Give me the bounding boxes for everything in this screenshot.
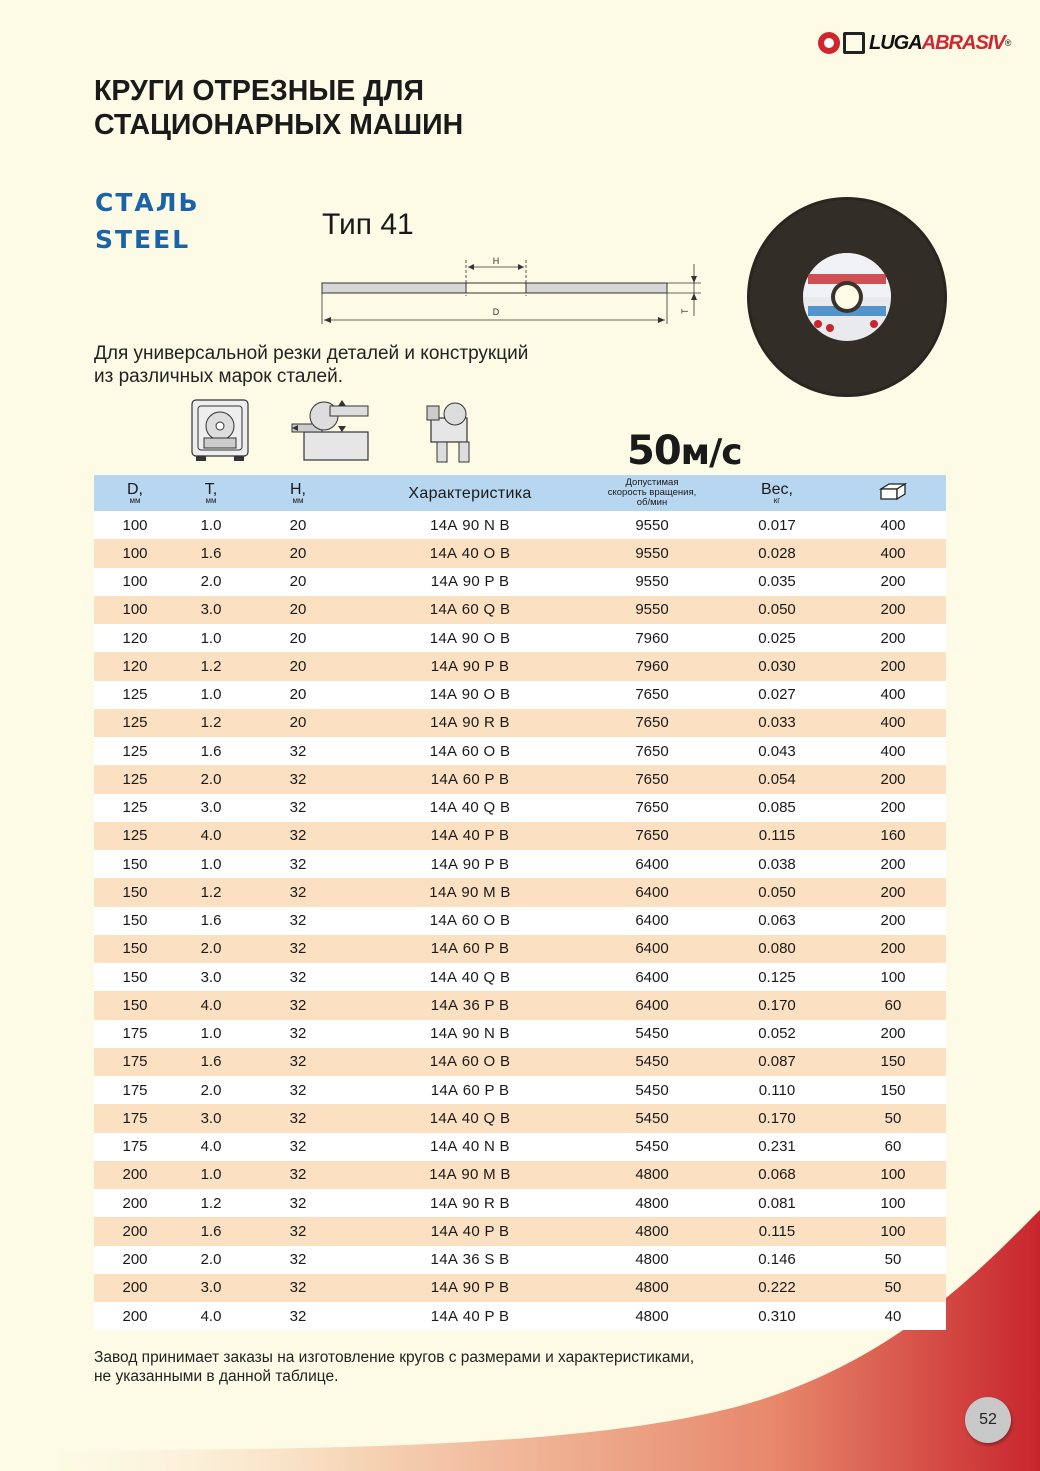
cell-weight: 0.231	[714, 1133, 840, 1161]
table-row	[94, 1161, 946, 1189]
cell-characteristic: 14А 90 R B	[350, 709, 590, 737]
cell-weight: 0.017	[714, 511, 840, 539]
cell-d: 120	[94, 652, 176, 680]
cell-speed: 7650	[590, 822, 714, 850]
cell-t: 4.0	[176, 991, 246, 1019]
cell-d: 200	[94, 1246, 176, 1274]
cell-weight: 0.050	[714, 878, 840, 906]
cell-quantity: 50	[840, 1104, 946, 1132]
table-row	[94, 568, 946, 596]
cell-speed: 7650	[590, 681, 714, 709]
cell-t: 1.6	[176, 1048, 246, 1076]
product-table	[94, 475, 946, 1330]
category-en: STEEL	[95, 225, 191, 254]
note-line-1: Завод принимает заказы на изготовление кругов с размерами и характеристиками,	[94, 1349, 695, 1366]
cell-h: 32	[246, 1048, 350, 1076]
table-row	[94, 963, 946, 991]
cell-weight: 0.170	[714, 1104, 840, 1132]
table-row	[94, 737, 946, 765]
cell-speed: 7960	[590, 624, 714, 652]
table-row	[94, 652, 946, 680]
cell-speed: 6400	[590, 935, 714, 963]
table-row	[94, 681, 946, 709]
cell-speed: 6400	[590, 963, 714, 991]
footnote	[94, 1348, 814, 1386]
header-h: H, мм	[246, 475, 350, 511]
cell-d: 125	[94, 822, 176, 850]
cell-d: 125	[94, 737, 176, 765]
cell-d: 200	[94, 1302, 176, 1330]
page-title	[94, 74, 694, 142]
cell-d: 200	[94, 1217, 176, 1245]
cell-t: 1.6	[176, 539, 246, 567]
cell-t: 2.0	[176, 1246, 246, 1274]
cell-speed: 5450	[590, 1048, 714, 1076]
cell-speed: 9550	[590, 511, 714, 539]
cell-weight: 0.068	[714, 1161, 840, 1189]
product-description	[94, 342, 654, 388]
cell-weight: 0.025	[714, 624, 840, 652]
cell-speed: 5450	[590, 1076, 714, 1104]
diagram-t-label: T	[680, 308, 690, 314]
cell-weight: 0.170	[714, 991, 840, 1019]
cell-d: 150	[94, 907, 176, 935]
cell-h: 20	[246, 511, 350, 539]
max-speed-label	[627, 428, 742, 474]
cell-h: 32	[246, 1246, 350, 1274]
speed-value: 50	[627, 428, 681, 474]
cell-speed: 5450	[590, 1020, 714, 1048]
cell-weight: 0.110	[714, 1076, 840, 1104]
cell-quantity: 200	[840, 596, 946, 624]
cell-weight: 0.043	[714, 737, 840, 765]
cell-h: 32	[246, 991, 350, 1019]
cell-quantity: 100	[840, 1161, 946, 1189]
cell-weight: 0.054	[714, 765, 840, 793]
cell-weight: 0.125	[714, 963, 840, 991]
cell-weight: 0.146	[714, 1246, 840, 1274]
note-line-2: не указанными в данной таблице.	[94, 1368, 339, 1385]
table-row	[94, 1274, 946, 1302]
cell-h: 32	[246, 963, 350, 991]
cell-t: 1.0	[176, 850, 246, 878]
table-row	[94, 1020, 946, 1048]
cell-speed: 5450	[590, 1104, 714, 1132]
table-row	[94, 1302, 946, 1330]
brand-logo	[818, 28, 1023, 58]
table-row	[94, 1048, 946, 1076]
cell-quantity: 200	[840, 878, 946, 906]
cell-h: 32	[246, 1020, 350, 1048]
page-number: 52	[965, 1397, 1011, 1443]
cell-h: 32	[246, 878, 350, 906]
cell-characteristic: 14А 60 P B	[350, 1076, 590, 1104]
cell-d: 150	[94, 878, 176, 906]
title-line-1: КРУГИ ОТРЕЗНЫЕ ДЛЯ	[94, 75, 424, 107]
cell-h: 32	[246, 1133, 350, 1161]
cell-h: 32	[246, 1302, 350, 1330]
cell-speed: 4800	[590, 1161, 714, 1189]
cell-weight: 0.115	[714, 822, 840, 850]
cell-t: 4.0	[176, 822, 246, 850]
cell-t: 1.0	[176, 1161, 246, 1189]
cell-t: 2.0	[176, 935, 246, 963]
cell-d: 125	[94, 681, 176, 709]
cell-quantity: 50	[840, 1274, 946, 1302]
header-characteristic: Характеристика	[350, 475, 590, 511]
logo-mark-icon	[818, 32, 840, 54]
cell-d: 200	[94, 1274, 176, 1302]
cell-t: 2.0	[176, 1076, 246, 1104]
cell-d: 175	[94, 1133, 176, 1161]
cell-h: 20	[246, 709, 350, 737]
cell-quantity: 200	[840, 935, 946, 963]
cell-quantity: 50	[840, 1246, 946, 1274]
header-package	[840, 475, 946, 511]
cell-characteristic: 14А 36 P B	[350, 991, 590, 1019]
cell-quantity: 200	[840, 1020, 946, 1048]
table-row	[94, 907, 946, 935]
table-row	[94, 709, 946, 737]
title-line-2: СТАЦИОНАРНЫХ МАШИН	[94, 109, 464, 141]
cell-speed: 6400	[590, 878, 714, 906]
cell-weight: 0.028	[714, 539, 840, 567]
cell-weight: 0.222	[714, 1274, 840, 1302]
cell-d: 150	[94, 991, 176, 1019]
cell-characteristic: 14А 90 N B	[350, 511, 590, 539]
cell-t: 4.0	[176, 1133, 246, 1161]
cell-t: 1.6	[176, 1217, 246, 1245]
cell-speed: 6400	[590, 850, 714, 878]
table-row	[94, 1076, 946, 1104]
cell-characteristic: 14А 60 O B	[350, 737, 590, 765]
cell-t: 1.2	[176, 652, 246, 680]
table-row	[94, 850, 946, 878]
cell-speed: 4800	[590, 1189, 714, 1217]
cell-speed: 4800	[590, 1246, 714, 1274]
cell-speed: 7650	[590, 709, 714, 737]
cell-h: 32	[246, 1161, 350, 1189]
cell-h: 32	[246, 794, 350, 822]
cell-t: 1.0	[176, 681, 246, 709]
cell-h: 32	[246, 1274, 350, 1302]
wheel-dimension-diagram	[316, 256, 716, 336]
header-weight: Вес, кг	[714, 475, 840, 511]
cell-d: 125	[94, 709, 176, 737]
cell-quantity: 200	[840, 907, 946, 935]
cell-characteristic: 14А 90 O B	[350, 681, 590, 709]
cell-h: 32	[246, 765, 350, 793]
cell-speed: 7960	[590, 652, 714, 680]
table-row	[94, 794, 946, 822]
cell-weight: 0.033	[714, 709, 840, 737]
table-row	[94, 1104, 946, 1132]
cell-characteristic: 14А 40 O B	[350, 539, 590, 567]
cell-d: 125	[94, 765, 176, 793]
cell-speed: 6400	[590, 991, 714, 1019]
cell-characteristic: 14А 90 O B	[350, 624, 590, 652]
cell-speed: 4800	[590, 1217, 714, 1245]
cell-weight: 0.063	[714, 907, 840, 935]
cell-h: 32	[246, 935, 350, 963]
cell-speed: 6400	[590, 907, 714, 935]
type-label: Тип 41	[322, 208, 414, 241]
cell-characteristic: 14А 40 P B	[350, 1217, 590, 1245]
cell-d: 175	[94, 1104, 176, 1132]
cell-weight: 0.080	[714, 935, 840, 963]
cell-t: 1.6	[176, 737, 246, 765]
cell-weight: 0.115	[714, 1217, 840, 1245]
table-row	[94, 765, 946, 793]
cell-t: 1.2	[176, 709, 246, 737]
cell-d: 125	[94, 794, 176, 822]
table-row	[94, 511, 946, 539]
table-row	[94, 539, 946, 567]
cell-h: 32	[246, 822, 350, 850]
cell-quantity: 200	[840, 568, 946, 596]
cell-characteristic: 14А 40 N B	[350, 1133, 590, 1161]
cell-weight: 0.038	[714, 850, 840, 878]
cell-d: 200	[94, 1189, 176, 1217]
cell-d: 200	[94, 1161, 176, 1189]
cell-characteristic: 14А 40 P B	[350, 822, 590, 850]
cell-characteristic: 14А 36 S B	[350, 1246, 590, 1274]
cell-t: 1.2	[176, 1189, 246, 1217]
cell-quantity: 60	[840, 991, 946, 1019]
header-speed: Допустимая скорость вращения, об/мин	[590, 475, 714, 511]
diagram-d-label: D	[492, 307, 500, 317]
cell-h: 32	[246, 1076, 350, 1104]
cell-quantity: 150	[840, 1076, 946, 1104]
cell-quantity: 100	[840, 963, 946, 991]
category-ru: СТАЛЬ	[95, 188, 200, 217]
cell-speed: 9550	[590, 539, 714, 567]
description-line-1: Для универсальной резки деталей и конструкций	[94, 343, 529, 364]
header-t: T, мм	[176, 475, 246, 511]
cell-weight: 0.050	[714, 596, 840, 624]
logo-frame-icon	[843, 32, 865, 54]
cell-quantity: 400	[840, 709, 946, 737]
cell-quantity: 200	[840, 652, 946, 680]
cell-characteristic: 14А 90 P B	[350, 652, 590, 680]
cell-characteristic: 14А 60 O B	[350, 1048, 590, 1076]
cell-quantity: 400	[840, 511, 946, 539]
cell-t: 3.0	[176, 1104, 246, 1132]
cell-t: 2.0	[176, 568, 246, 596]
table-row	[94, 1217, 946, 1245]
cell-weight: 0.052	[714, 1020, 840, 1048]
cell-d: 175	[94, 1048, 176, 1076]
logo-text-right: ABRASIV	[921, 31, 1005, 54]
logo-text-left: LUGA	[869, 31, 922, 54]
cell-t: 1.6	[176, 907, 246, 935]
cell-d: 120	[94, 624, 176, 652]
cell-h: 20	[246, 652, 350, 680]
header-d: D, мм	[94, 475, 176, 511]
cell-quantity: 400	[840, 681, 946, 709]
table-row	[94, 1189, 946, 1217]
cell-characteristic: 14А 90 R B	[350, 1189, 590, 1217]
cell-weight: 0.081	[714, 1189, 840, 1217]
cell-characteristic: 14А 60 P B	[350, 935, 590, 963]
box-icon	[879, 481, 907, 501]
cell-weight: 0.085	[714, 794, 840, 822]
table-row	[94, 935, 946, 963]
cell-d: 100	[94, 539, 176, 567]
table-row	[94, 1246, 946, 1274]
cell-weight: 0.030	[714, 652, 840, 680]
cell-speed: 9550	[590, 568, 714, 596]
cell-characteristic: 14А 90 M B	[350, 1161, 590, 1189]
cell-quantity: 200	[840, 624, 946, 652]
cell-speed: 5450	[590, 1133, 714, 1161]
cell-characteristic: 14А 40 Q B	[350, 1104, 590, 1132]
cell-d: 100	[94, 596, 176, 624]
cell-characteristic: 14А 40 Q B	[350, 794, 590, 822]
table-header-row	[94, 475, 946, 511]
cell-h: 32	[246, 907, 350, 935]
cell-t: 2.0	[176, 765, 246, 793]
cell-speed: 7650	[590, 737, 714, 765]
cell-t: 4.0	[176, 1302, 246, 1330]
cell-quantity: 60	[840, 1133, 946, 1161]
cell-h: 20	[246, 624, 350, 652]
cell-characteristic: 14А 40 P B	[350, 1302, 590, 1330]
logo-registered: ®	[1004, 38, 1012, 48]
cell-characteristic: 14А 60 P B	[350, 765, 590, 793]
cell-speed: 7650	[590, 765, 714, 793]
cell-weight: 0.087	[714, 1048, 840, 1076]
cell-quantity: 200	[840, 794, 946, 822]
cell-h: 32	[246, 850, 350, 878]
cell-t: 3.0	[176, 1274, 246, 1302]
cell-weight: 0.310	[714, 1302, 840, 1330]
cell-characteristic: 14А 60 O B	[350, 907, 590, 935]
cell-t: 1.0	[176, 511, 246, 539]
cell-d: 100	[94, 511, 176, 539]
cell-speed: 4800	[590, 1274, 714, 1302]
table-row	[94, 822, 946, 850]
cell-t: 1.2	[176, 878, 246, 906]
cell-h: 32	[246, 1217, 350, 1245]
description-line-2: из различных марок сталей.	[94, 366, 344, 387]
cell-h: 20	[246, 681, 350, 709]
table-row	[94, 596, 946, 624]
cell-quantity: 40	[840, 1302, 946, 1330]
cell-d: 150	[94, 935, 176, 963]
cell-characteristic: 14А 90 M B	[350, 878, 590, 906]
cell-quantity: 200	[840, 765, 946, 793]
table-row	[94, 1133, 946, 1161]
cell-weight: 0.027	[714, 681, 840, 709]
cell-quantity: 100	[840, 1217, 946, 1245]
cell-t: 3.0	[176, 963, 246, 991]
cell-t: 1.0	[176, 624, 246, 652]
cell-quantity: 400	[840, 737, 946, 765]
cell-t: 3.0	[176, 596, 246, 624]
cell-speed: 9550	[590, 596, 714, 624]
cell-d: 150	[94, 963, 176, 991]
cell-characteristic: 14А 60 Q B	[350, 596, 590, 624]
cell-quantity: 150	[840, 1048, 946, 1076]
cell-speed: 4800	[590, 1302, 714, 1330]
chop-saw-icon	[290, 398, 375, 464]
speed-unit: м/с	[680, 432, 742, 473]
cell-d: 175	[94, 1020, 176, 1048]
cell-d: 150	[94, 850, 176, 878]
cell-quantity: 160	[840, 822, 946, 850]
cell-quantity: 400	[840, 539, 946, 567]
stationary-cutter-icon	[190, 398, 250, 462]
cell-h: 20	[246, 568, 350, 596]
cutting-disc-image	[746, 196, 948, 398]
cell-t: 1.0	[176, 1020, 246, 1048]
cell-quantity: 200	[840, 850, 946, 878]
cell-characteristic: 14А 90 P B	[350, 1274, 590, 1302]
table-row	[94, 878, 946, 906]
cell-h: 20	[246, 539, 350, 567]
cell-d: 100	[94, 568, 176, 596]
cell-h: 32	[246, 1189, 350, 1217]
cell-h: 20	[246, 596, 350, 624]
cell-h: 32	[246, 737, 350, 765]
cell-weight: 0.035	[714, 568, 840, 596]
cutoff-machine-icon	[425, 398, 475, 464]
cell-h: 32	[246, 1104, 350, 1132]
cell-characteristic: 14А 40 Q B	[350, 963, 590, 991]
cell-speed: 7650	[590, 794, 714, 822]
cell-characteristic: 14А 90 N B	[350, 1020, 590, 1048]
cell-quantity: 100	[840, 1189, 946, 1217]
table-row	[94, 624, 946, 652]
table-row	[94, 991, 946, 1019]
cell-characteristic: 14А 90 P B	[350, 568, 590, 596]
cell-characteristic: 14А 90 P B	[350, 850, 590, 878]
diagram-h-label: H	[492, 256, 500, 266]
cell-d: 175	[94, 1076, 176, 1104]
cell-t: 3.0	[176, 794, 246, 822]
